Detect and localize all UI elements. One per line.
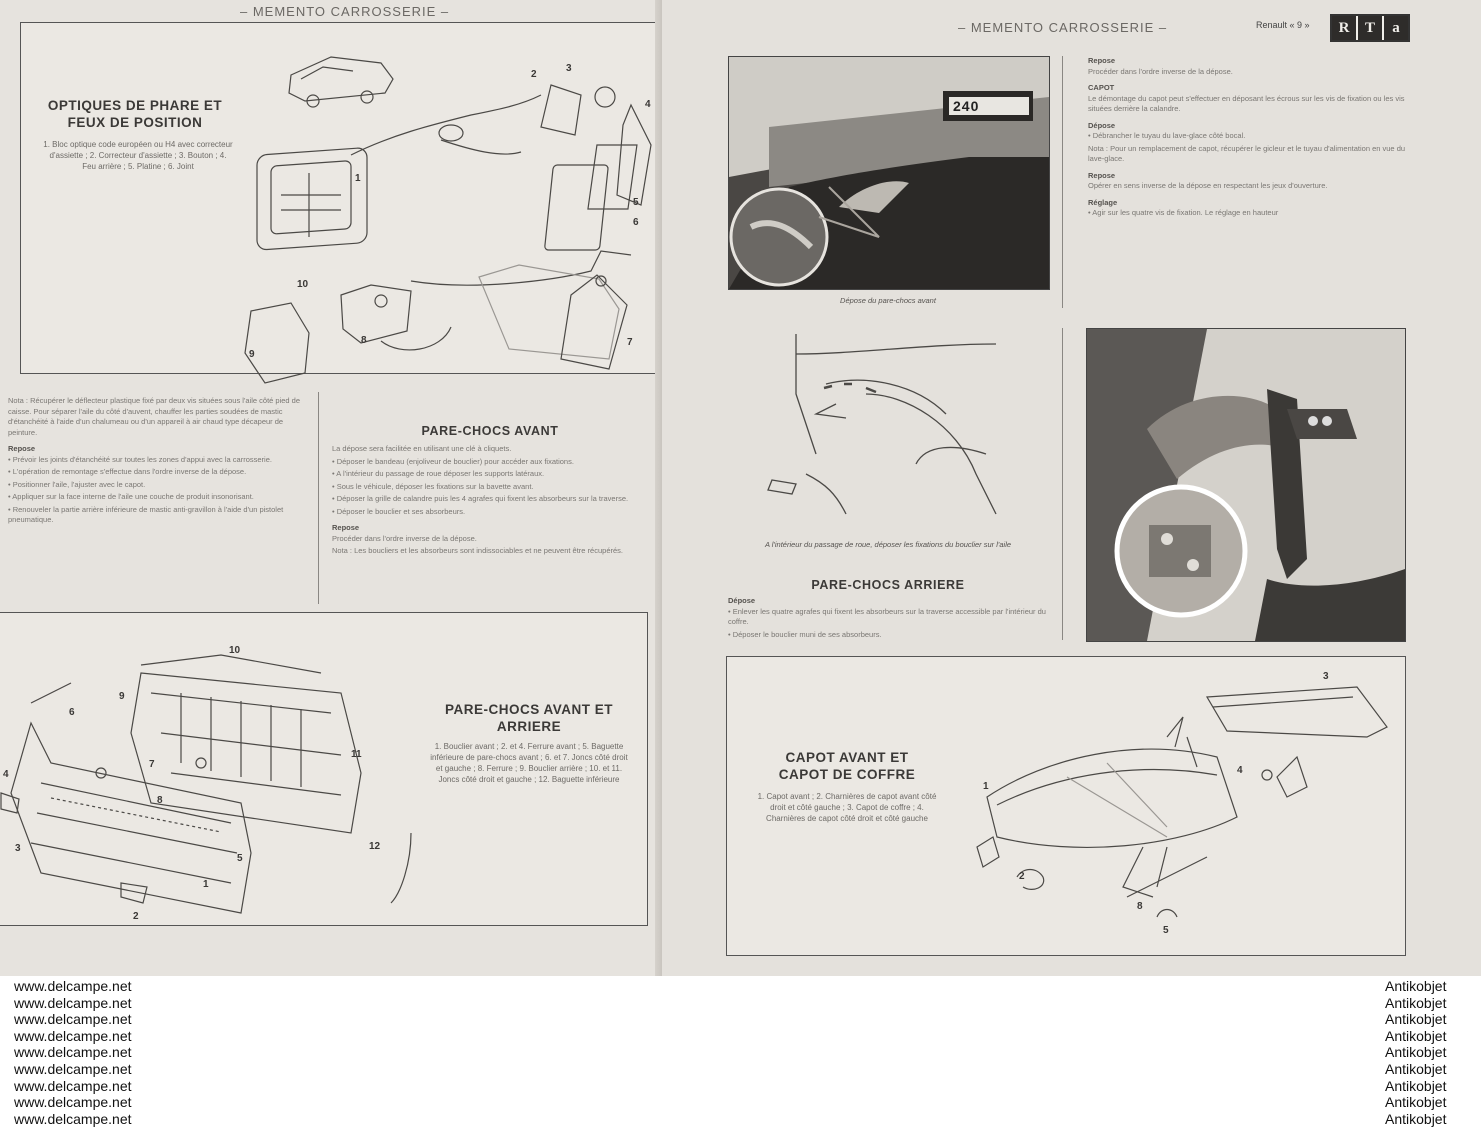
watermark-left-line: www.delcampe.net [14, 1027, 132, 1044]
watermark-right-line: Antikobjet [1385, 1044, 1447, 1061]
callout-5: 5 [633, 197, 639, 208]
right-repose-text: Procéder dans l'ordre inverse de la dépose. [1088, 66, 1233, 76]
watermark-left-line: www.delcampe.net [14, 1077, 132, 1094]
watermark-right-line: Antikobjet [1385, 1011, 1447, 1028]
figure-pare-chocs-title-line1: PARE-CHOCS AVANT ET [445, 702, 613, 717]
figure-capot-title [747, 749, 947, 783]
pare-chocs-avant-nota: Nota : Les boucliers et les absorbeurs sont indissociables et ne peuvent être récupérés. [332, 546, 623, 555]
callout-3: 3 [566, 63, 572, 74]
rta-logo-letter-a: a [1384, 16, 1408, 40]
callout-6: 6 [633, 217, 639, 228]
pare-chocs-avant-repose-text: Procéder dans l'ordre inverse de la dépose. [332, 533, 477, 543]
pare-chocs-arriere-item-1: • Enlever les quatre agrafes qui fixent les absorbeurs sur la traverse accessible par l'intérieur du coffre. [728, 606, 1046, 626]
hood-callout-2: 2 [1019, 871, 1025, 882]
column-rule-left [318, 392, 319, 604]
watermark-left-line: www.delcampe.net [14, 1094, 132, 1111]
watermark-right-line: Antikobjet [1385, 1077, 1447, 1094]
bumper-callout-9: 9 [119, 691, 125, 702]
hood-callout-3: 3 [1323, 671, 1329, 682]
pare-chocs-avant-item-3: • Sous le véhicule, déposer les fixations sur la bavette avant. [332, 481, 534, 491]
callout-1: 1 [355, 173, 361, 184]
note-column [8, 396, 308, 528]
bumper-callout-7: 7 [149, 759, 155, 770]
capot-repose-text: Opérer en sens inverse de la dépose en respectant les jeux d'ouverture. [1088, 181, 1328, 190]
watermark-right-line: Antikobjet [1385, 994, 1447, 1011]
hood-callout-4: 4 [1237, 765, 1243, 776]
pare-chocs-avant-item-4: • Déposer la grille de calandre puis les 4 agrafes qui fixent les absorbeurs sur la traverse. [332, 494, 629, 503]
bumper-callout-3: 3 [15, 843, 21, 854]
reglage-item: • Agir sur les quatre vis de fixation. Le réglage en hauteur [1088, 208, 1279, 217]
capot-heading: CAPOT [1088, 83, 1115, 92]
capot-depose-item: • Débrancher le tuyau du lave-glace côté bocal. [1088, 131, 1246, 140]
pare-chocs-avant-heading: PARE-CHOCS AVANT [421, 424, 559, 438]
capot-text-column [1088, 56, 1406, 221]
reglage-heading: Réglage [1088, 197, 1118, 207]
capot-depose-heading: Dépose [1088, 120, 1116, 130]
watermark-left-line: www.delcampe.net [14, 1110, 132, 1127]
watermark-right [1385, 978, 1446, 1127]
hood-callout-1: 1 [983, 781, 989, 792]
bumper-exploded-drawing [1, 633, 421, 923]
column-rule-right-bottom [1062, 328, 1063, 640]
bumper-callout-12: 12 [369, 841, 381, 852]
watermark-left [14, 978, 132, 1127]
pare-chocs-avant-item-5: • Déposer le bouclier et ses absorbeurs. [332, 506, 466, 516]
bumper-callout-4: 4 [3, 769, 9, 780]
rta-logo-letter-t: T [1358, 16, 1384, 40]
photo-depose-caption: Dépose du pare-chocs avant [840, 296, 936, 305]
photo-depose-pare-chocs-shading [729, 57, 1049, 289]
bumper-callout-2: 2 [133, 911, 139, 922]
running-head-left: – MEMENTO CARROSSERIE – [240, 4, 450, 19]
watermark-right-line: Antikobjet [1385, 1060, 1447, 1077]
pare-chocs-arriere-heading: PARE-CHOCS ARRIERE [811, 578, 965, 592]
pare-chocs-arriere-item-2: • Déposer le bouclier muni de ses absorbeurs. [728, 629, 882, 639]
bumper-callout-5: 5 [237, 853, 243, 864]
right-repose-heading: Repose [1088, 56, 1116, 65]
repose-item-1: • Prévoir les joints d'étanchéité sur toutes les zones d'appui avec la carrosserie. [8, 454, 272, 464]
photo-depose-pare-chocs [728, 56, 1050, 290]
pare-chocs-avant-item-2: • A l'intérieur du passage de roue déposer les supports latéraux. [332, 469, 545, 478]
watermark-left-line: www.delcampe.net [14, 1044, 132, 1061]
repose-item-2: • L'opération de remontage s'effectue dans l'ordre inverse de la dépose. [8, 467, 247, 476]
watermark-left-line: www.delcampe.net [14, 994, 132, 1011]
bumper-callout-11: 11 [351, 749, 362, 760]
figure-capot-legend: 1. Capot avant ; 2. Charnières de capot avant côté droit et côté gauche ; 3. Capot de coffre ; 4. Charnières de capot côté droit et côté gauche [757, 792, 937, 823]
watermark-left-line: www.delcampe.net [14, 1011, 132, 1028]
callout-2: 2 [531, 69, 537, 80]
figure-pare-chocs-title [427, 701, 631, 735]
left-page [0, 0, 662, 976]
hood-exploded-drawing [957, 667, 1387, 947]
bumper-callout-1: 1 [203, 879, 209, 890]
callout-4: 4 [645, 99, 651, 110]
figure-capot-title-line1: CAPOT AVANT ET [785, 750, 909, 765]
callout-8: 8 [361, 335, 367, 346]
watermark-left-line: www.delcampe.net [14, 978, 132, 994]
bumper-callout-10: 10 [229, 645, 241, 656]
callout-9: 9 [249, 349, 255, 360]
figure-optiques-legend: 1. Bloc optique code européen ou H4 avec correcteur d'assiette ; 2. Correcteur d'assiette ; 3. Bouton ; 4. Feu arrière ; 5. Platine ; 6. Joint [43, 140, 233, 171]
pare-chocs-avant-text [332, 444, 650, 559]
figure-pare-chocs-title-line2: ARRIERE [496, 719, 562, 734]
callout-10: 10 [297, 279, 309, 290]
license-plate-text: 240 [953, 98, 980, 114]
model-label: Renault « 9 » [1256, 20, 1310, 30]
column-rule-right-top [1062, 56, 1063, 308]
hood-callout-5: 5 [1163, 925, 1169, 936]
watermark-right-line: Antikobjet [1385, 1110, 1447, 1127]
pare-chocs-avant-repose-heading: Repose [332, 523, 360, 532]
rta-logo-letter-r: R [1332, 16, 1358, 40]
watermark-right-line: Antikobjet [1385, 1094, 1447, 1111]
repose-item-5: • Renouveler la partie arrière inférieure de mastic anti-gravillon à l'aide d'un pistolet pneumatique. [8, 504, 284, 524]
bumper-callout-6: 6 [69, 707, 75, 718]
figure-capot-frame [726, 656, 1406, 956]
repose-heading: Repose [8, 444, 36, 453]
pare-chocs-avant-intro: La dépose sera facilitée en utilisant une clé à cliquets. [332, 444, 512, 453]
figure-capot-title-line2: CAPOT DE COFFRE [778, 767, 916, 782]
capot-text: Le démontage du capot peut s'effectuer en déposant les écrous sur les vis de fixation ou les vis situées derrière la calandre. [1088, 93, 1405, 113]
figure-optiques-title-line1: OPTIQUES DE PHARE ET [47, 98, 223, 113]
pare-chocs-arriere-depose-heading: Dépose [728, 596, 756, 605]
wheel-arch-drawing [766, 324, 1006, 524]
pare-chocs-avant-item-1: • Déposer le bandeau (enjoliveur de bouclier) pour accéder aux fixations. [332, 456, 574, 466]
watermark-right-line: Antikobjet [1385, 978, 1447, 994]
headlight-exploded-drawing [231, 45, 651, 365]
right-page [662, 0, 1481, 976]
photo-hinge [1086, 328, 1406, 642]
repose-item-3: • Positionner l'aile, l'ajuster avec le capot. [8, 479, 146, 489]
photo-wheel-arch-caption: A l'intérieur du passage de roue, déposer les fixations du bouclier sur l'aile [764, 540, 1012, 549]
callout-7: 7 [627, 337, 633, 348]
capot-depose-nota: Nota : Pour un remplacement de capot, récupérer le gicleur et le tuyau d'alimentation en vue du lave-glace. [1088, 143, 1406, 163]
bumper-callout-8: 8 [157, 795, 163, 806]
repose-item-4: • Appliquer sur la face interne de l'aile une couche de produit insonorisant. [8, 492, 254, 501]
rta-logo [1330, 14, 1410, 42]
pare-chocs-arriere-text [728, 596, 1048, 642]
figure-pare-chocs-frame [0, 612, 648, 926]
note-text: Nota : Récupérer le déflecteur plastique fixé par deux vis situées sous l'aile côté pied de caisse. Pour séparer l'aile du côté d'auvent, chauffer les parties soudées de mastic d'étanchéité à l'aide d'un chalumeau ou d'un appareil à air chaud type décapeur de peinture. [8, 396, 301, 437]
hood-callout-8: 8 [1137, 901, 1143, 912]
figure-pare-chocs-legend: 1. Bouclier avant ; 2. et 4. Ferrure avant ; 5. Baguette inférieure de pare-chocs avant ; 6. et 7. Joncs côté droit et gauche ; 8. Ferrure ; 9. Bouclier arrière ; 10. et 11. Joncs côté droit et gauche ; 12. Baguette inférieure [430, 742, 628, 784]
watermark-right-line: Antikobjet [1385, 1027, 1447, 1044]
running-head-right: – MEMENTO CARROSSERIE – [958, 20, 1168, 35]
watermark-left-line: www.delcampe.net [14, 1060, 132, 1077]
capot-repose-heading: Repose [1088, 170, 1116, 180]
photo-hinge-shading [1087, 329, 1405, 641]
figure-optiques-title-line2: FEUX DE POSITION [67, 115, 203, 130]
figure-optiques-title [35, 97, 235, 131]
figure-optiques-frame [20, 22, 658, 374]
